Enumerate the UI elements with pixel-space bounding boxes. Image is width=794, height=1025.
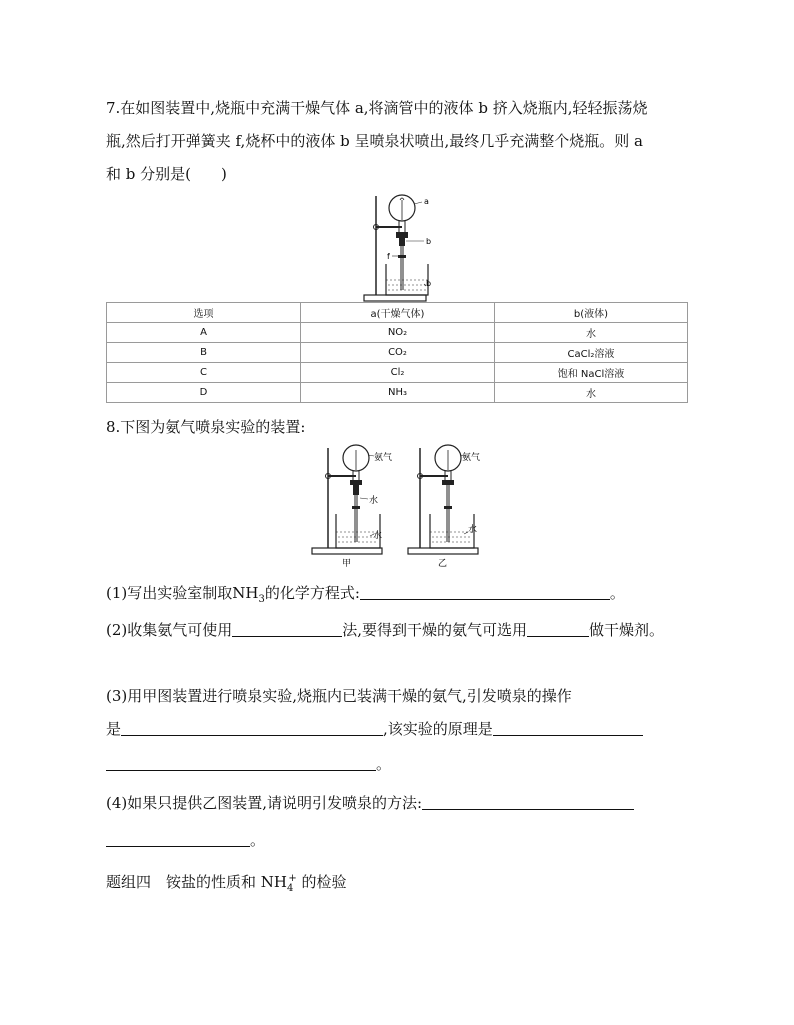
part3-end: 。: [376, 755, 392, 773]
q7-apparatus-figure: [362, 192, 452, 304]
part1-answer-blank[interactable]: [360, 584, 610, 600]
header-option: 选项: [107, 303, 301, 323]
right-gas-label: 氨气: [462, 453, 481, 463]
liquid-cell: 水: [495, 383, 688, 403]
right-beaker-water-label: 水: [468, 525, 478, 535]
part1-end: 。: [609, 584, 625, 602]
q8-part3-line1: (3)用甲图装置进行喷泉实验,烧瓶内已装满干燥的氨气,引发喷泉的操作: [106, 687, 572, 705]
part2-prefix: (2)收集氨气可使用: [106, 621, 233, 639]
table-header-row: [107, 303, 688, 323]
part4-method-blank[interactable]: [422, 794, 634, 810]
part4-method-blank-cont[interactable]: [106, 831, 250, 847]
group4-sub: 4: [287, 883, 294, 894]
part2-method-blank[interactable]: [232, 621, 342, 637]
q7-line3: 和 b 分别是( ): [106, 165, 227, 183]
gas-cell: NO₂: [301, 323, 495, 343]
group4-sup: +: [288, 873, 297, 884]
header-liquid: b(液体): [495, 303, 688, 323]
liquid-cell: 饱和 NaCl溶液: [495, 363, 688, 383]
left-gas-label: 氨气: [374, 453, 393, 463]
group4-title: [106, 869, 347, 899]
q8-part1: [106, 583, 625, 610]
group4-prefix: 题组四 铵盐的性质和: [106, 873, 261, 891]
label-f: f: [387, 252, 390, 261]
table-row: [107, 343, 688, 363]
label-a: a: [424, 197, 429, 206]
part3-start: 是: [106, 720, 122, 738]
liquid-cell: 水: [495, 323, 688, 343]
header-gas: a(干燥气体): [301, 303, 495, 323]
q8-part3-line2: [106, 719, 643, 739]
q7-line2: 瓶,然后打开弹簧夹 f,烧杯中的液体 b 呈喷泉状喷出,最终几乎充满整个烧瓶。则 a: [106, 132, 643, 150]
option-label: C: [107, 363, 301, 383]
part2-end: 做干燥剂。: [589, 621, 665, 639]
part4-end: 。: [250, 831, 266, 849]
q7-line1: 7.在如图装置中,烧瓶中充满干燥气体 a,将滴管中的液体 b 挤入烧瓶内,轻轻振荡烧: [106, 99, 648, 117]
left-caption: 甲: [342, 559, 352, 569]
q8-title: 8.下图为氨气喷泉实验的装置:: [106, 418, 306, 436]
left-dropper-water-label: 水: [369, 496, 379, 506]
group4-nh: NH: [260, 873, 287, 891]
part3-principle-blank-cont[interactable]: [106, 755, 376, 771]
q8-part4-line2: [106, 830, 265, 850]
part3-principle-blank[interactable]: [493, 720, 643, 736]
gas-cell: NH₃: [301, 383, 495, 403]
part1-prefix: (1)写出实验室制取: [106, 584, 233, 602]
part1-nh3: NH: [232, 584, 259, 602]
gas-cell: Cl₂: [301, 363, 495, 383]
table-row: [107, 363, 688, 383]
q8-part4-line1: [106, 793, 634, 813]
part3-mid: ,该实验的原理是: [383, 720, 493, 738]
q8-part2: [106, 620, 664, 640]
left-beaker-water-label: 水: [373, 531, 383, 541]
q8-apparatus-figure: [310, 442, 490, 572]
label-b-dropper: b: [426, 237, 432, 246]
part1-sub3: 3: [258, 594, 265, 605]
part2-desiccant-blank[interactable]: [527, 621, 589, 637]
gas-cell: CO₂: [301, 343, 495, 363]
part2-mid: 法,要得到干燥的氨气可选用: [342, 621, 528, 639]
part3-operation-blank[interactable]: [121, 720, 383, 736]
label-b-beaker: b: [426, 279, 432, 288]
liquid-cell: CaCl₂溶液: [495, 343, 688, 363]
table-row: [107, 323, 688, 343]
part1-suffix: 的化学方程式:: [264, 584, 360, 602]
q8-part3-line3: [106, 754, 391, 774]
option-label: A: [107, 323, 301, 343]
q7-options-table: [106, 302, 688, 403]
right-caption: 乙: [438, 559, 448, 569]
option-label: B: [107, 343, 301, 363]
part4-prompt: (4)如果只提供乙图装置,请说明引发喷泉的方法:: [106, 794, 423, 812]
group4-suffix: 的检验: [296, 873, 347, 891]
option-label: D: [107, 383, 301, 403]
table-row: [107, 383, 688, 403]
